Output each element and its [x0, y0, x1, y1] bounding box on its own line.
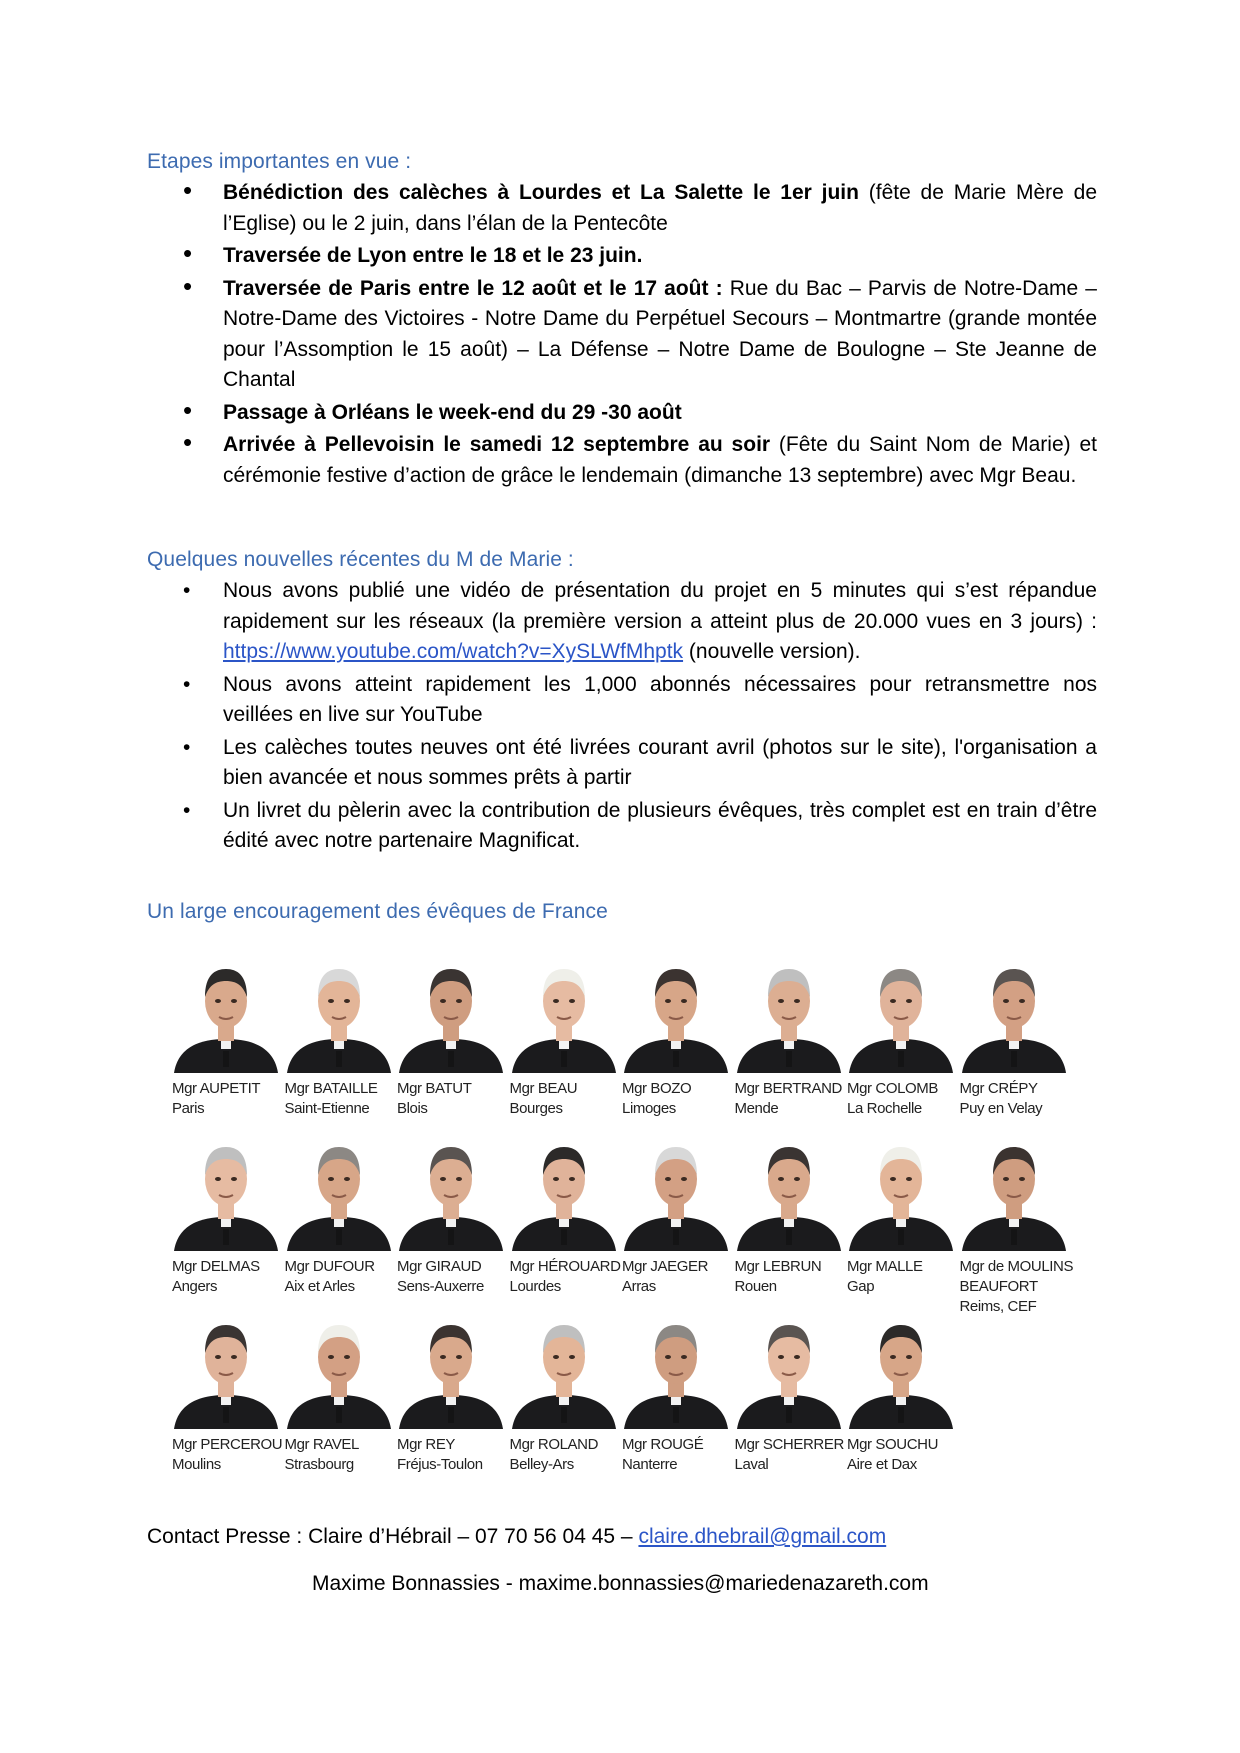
- bishop-diocese: Nanterre: [622, 1456, 678, 1473]
- bishop-name: Mgr BEAU: [509, 1080, 578, 1097]
- bishop-caption: [622, 1079, 691, 1119]
- bishop-diocese: Blois: [397, 1100, 428, 1117]
- bishop-name: Mgr CRÉPY: [959, 1080, 1038, 1097]
- bishop-portrait: [508, 1133, 620, 1251]
- bishop-name: Mgr BATAILLE: [284, 1080, 378, 1097]
- bishop-card: [395, 1311, 507, 1489]
- bishop-diocese: Saint-Etienne: [284, 1100, 370, 1117]
- bullet-icon: •: [183, 394, 193, 425]
- bishop-card: [733, 955, 845, 1133]
- bishop-name: Mgr SCHERRER: [734, 1436, 844, 1453]
- bishop-caption: [960, 1257, 1080, 1317]
- bullet-icon: •: [183, 175, 193, 205]
- section-heading-nouvelles: Quelques nouvelles récentes du M de Marie :: [147, 548, 574, 571]
- list-item: • Les calèches toutes neuves ont été livrées courant avril (photos sur le site), l'organisation a bien avancée et nous sommes prêts à partir: [147, 733, 1097, 794]
- bishop-diocese: Mende: [734, 1100, 779, 1117]
- bishop-card: [845, 1133, 957, 1311]
- bishop-name: Mgr RAVEL: [284, 1436, 359, 1453]
- bishop-caption: [960, 1079, 1043, 1119]
- bishop-name: Mgr GIRAUD: [397, 1258, 482, 1275]
- bishop-portrait: [170, 1133, 282, 1251]
- bishop-name: Mgr PERCEROU: [172, 1436, 283, 1453]
- bishop-name: Mgr COLOMB: [847, 1080, 939, 1097]
- bishop-name: Mgr BOZO: [622, 1080, 692, 1097]
- bishop-diocese: Paris: [172, 1100, 205, 1117]
- bishop-portrait: [958, 955, 1070, 1073]
- bishop-diocese: Moulins: [172, 1456, 221, 1473]
- youtube-link[interactable]: https://www.youtube.com/watch?v=XySLWfMhptk: [223, 640, 684, 663]
- bishop-diocese: La Rochelle: [847, 1100, 922, 1117]
- bishop-portrait: [958, 1133, 1070, 1251]
- bishop-card: [508, 1311, 620, 1489]
- bishop-diocese: Reims, CEF: [959, 1298, 1037, 1315]
- bishop-card: [845, 955, 957, 1133]
- contact-presse: Contact Presse : Claire d’Hébrail – 07 70 56 04 45 – claire.dhebrail@gmail.com: [147, 1525, 887, 1548]
- bishop-diocese: Puy en Velay: [959, 1100, 1043, 1117]
- bishop-caption: [622, 1435, 703, 1475]
- bishop-caption: [172, 1435, 282, 1475]
- bullet-icon: •: [183, 238, 193, 268]
- list-item: • Nous avons publié une vidéo de présentation du projet en 5 minutes qui s’est répandue rapidement sur les réseaux (la première version a atteint plus de 20.000 vues en 3 jours) : https://www.youtube.com/watch?v=XySLWfMhptk (nouvelle version).: [147, 576, 1097, 668]
- bishop-caption: [397, 1079, 471, 1119]
- bishop-card: [170, 1133, 282, 1311]
- bishop-name: Mgr BERTRAND: [734, 1080, 842, 1097]
- bishops-row: [170, 1133, 1074, 1315]
- bishop-name: Mgr JAEGER: [622, 1258, 709, 1275]
- bishop-card: [958, 955, 1070, 1133]
- bullet-icon: •: [183, 270, 193, 301]
- bishop-portrait: [170, 1311, 282, 1429]
- bishop-portrait: [283, 1311, 395, 1429]
- bishop-card: [508, 1133, 620, 1311]
- bishop-diocese: Angers: [172, 1278, 218, 1295]
- bishop-name: Mgr de MOULINS BEAUFORT: [959, 1258, 1074, 1295]
- bishop-portrait: [845, 1133, 957, 1251]
- bishop-card: [283, 955, 395, 1133]
- bishops-row: [170, 955, 1070, 1135]
- bishop-name: Mgr MALLE: [847, 1258, 923, 1275]
- bishop-portrait: [620, 1133, 732, 1251]
- bishop-card: [283, 1133, 395, 1311]
- bishop-caption: [510, 1435, 599, 1475]
- bishop-name: Mgr BATUT: [397, 1080, 472, 1097]
- email-link[interactable]: claire.dhebrail@gmail.com: [638, 1525, 887, 1548]
- bishop-diocese: Laval: [734, 1456, 769, 1473]
- bishop-card: [395, 1133, 507, 1311]
- bishop-caption: [847, 1257, 923, 1297]
- list-item: • Bénédiction des calèches à Lourdes et La Salette le 1er juin (fête de Marie Mère de l’Eglise) ou le 2 juin, dans l’élan de la Pentecôte: [183, 175, 1097, 235]
- bishop-name: Mgr DUFOUR: [284, 1258, 375, 1275]
- bullet-icon: •: [183, 427, 193, 457]
- contact-maxime: Maxime Bonnassies - maxime.bonnassies@mariedenazareth.com: [312, 1572, 929, 1595]
- bishop-portrait: [283, 1133, 395, 1251]
- bullet-icon: •: [183, 579, 191, 602]
- bishop-diocese: Bourges: [509, 1100, 563, 1117]
- bishop-caption: [285, 1257, 375, 1297]
- list-item: • Traversée de Paris entre le 12 août et le 17 août : Rue du Bac – Parvis de Notre-Dame – Notre-Dame des Victoires - Notre Dame du Perpétuel Secours – Montmartre (grande montée pour l’Assomption le 15 août) – La Défense – Notre Dame de Boulogne – Ste Jeanne de Chantal: [183, 270, 1097, 391]
- bishop-name: Mgr ROLAND: [509, 1436, 599, 1453]
- bishop-card: [170, 955, 282, 1133]
- bishop-caption: [285, 1079, 378, 1119]
- bishop-portrait: [283, 955, 395, 1073]
- bishop-card: [958, 1133, 1074, 1315]
- bishop-diocese: Sens-Auxerre: [397, 1278, 484, 1295]
- etapes-list: [147, 175, 1097, 493]
- bishop-portrait: [733, 955, 845, 1073]
- bishop-portrait: [395, 1311, 507, 1429]
- list-item: • Nous avons atteint rapidement les 1,000 abonnés nécessaires pour retransmettre nos veillées en live sur YouTube: [147, 670, 1097, 731]
- bishop-card: [733, 1311, 845, 1489]
- bishop-name: Mgr REY: [397, 1436, 456, 1453]
- bishop-caption: [172, 1079, 260, 1119]
- bishop-card: [283, 1311, 395, 1489]
- bishop-diocese: Strasbourg: [284, 1456, 354, 1473]
- bishop-diocese: Limoges: [622, 1100, 676, 1117]
- list-item: • Un livret du pèlerin avec la contribution de plusieurs évêques, très complet est en train d’être édité avec notre partenaire Magnificat.: [147, 796, 1097, 857]
- bishop-caption: [510, 1257, 621, 1297]
- bishop-caption: [285, 1435, 359, 1475]
- bishop-name: Mgr AUPETIT: [172, 1080, 261, 1097]
- list-item: • Traversée de Lyon entre le 18 et le 23 juin.: [183, 238, 643, 268]
- bishop-card: [845, 1311, 957, 1489]
- bishop-portrait: [170, 955, 282, 1073]
- bishop-caption: [847, 1079, 938, 1119]
- bishop-caption: [847, 1435, 938, 1475]
- bishop-portrait: [733, 1311, 845, 1429]
- bishop-portrait: [845, 955, 957, 1073]
- bishop-caption: [172, 1257, 260, 1297]
- bishop-card: [508, 955, 620, 1133]
- bishop-portrait: [733, 1133, 845, 1251]
- bishop-card: [170, 1311, 282, 1489]
- bishop-card: [733, 1133, 845, 1311]
- bishop-name: Mgr SOUCHU: [847, 1436, 939, 1453]
- bullet-icon: •: [183, 672, 191, 696]
- bishop-diocese: Arras: [622, 1278, 656, 1295]
- bishop-portrait: [845, 1311, 957, 1429]
- bishop-diocese: Aire et Dax: [847, 1456, 917, 1473]
- bishops-row: [170, 1311, 958, 1491]
- bishop-portrait: [508, 1311, 620, 1429]
- list-item: • Passage à Orléans le week-end du 29 -30 août: [183, 394, 682, 425]
- bishop-caption: [510, 1079, 578, 1119]
- bishop-diocese: Fréjus-Toulon: [397, 1456, 483, 1473]
- bishop-portrait: [508, 955, 620, 1073]
- bishop-diocese: Lourdes: [509, 1278, 561, 1295]
- bishop-portrait: [620, 955, 732, 1073]
- bishop-name: Mgr DELMAS: [172, 1258, 260, 1275]
- bishop-caption: [397, 1257, 484, 1297]
- section-heading-etapes: Etapes importantes en vue :: [147, 150, 412, 173]
- bishop-name: Mgr ROUGÉ: [622, 1436, 704, 1453]
- bullet-icon: •: [183, 735, 191, 759]
- bishop-caption: [735, 1435, 844, 1475]
- bishop-name: Mgr LEBRUN: [734, 1258, 822, 1275]
- bishop-card: [620, 955, 732, 1133]
- bishop-card: [620, 1133, 732, 1311]
- bishop-card: [620, 1311, 732, 1489]
- bishop-portrait: [620, 1311, 732, 1429]
- bishop-diocese: Rouen: [734, 1278, 777, 1295]
- bishop-diocese: Aix et Arles: [284, 1278, 355, 1295]
- section-heading-eveques: Un large encouragement des évêques de France: [147, 900, 608, 923]
- bishop-caption: [735, 1079, 842, 1119]
- bishop-portrait: [395, 1133, 507, 1251]
- bishop-name: Mgr HÉROUARD: [509, 1258, 621, 1275]
- bishop-diocese: Belley-Ars: [509, 1456, 574, 1473]
- bishop-card: [395, 955, 507, 1133]
- bishop-portrait: [395, 955, 507, 1073]
- bullet-icon: •: [183, 798, 191, 822]
- bishop-caption: [735, 1257, 822, 1297]
- nouvelles-list: [147, 576, 1097, 859]
- bishop-caption: [622, 1257, 708, 1297]
- bishop-diocese: Gap: [847, 1278, 875, 1295]
- list-item: • Arrivée à Pellevoisin le samedi 12 septembre au soir (Fête du Saint Nom de Marie) et cérémonie festive d’action de grâce le lendemain (dimanche 13 septembre) avec Mgr Beau.: [183, 427, 1097, 487]
- bishop-caption: [397, 1435, 483, 1475]
